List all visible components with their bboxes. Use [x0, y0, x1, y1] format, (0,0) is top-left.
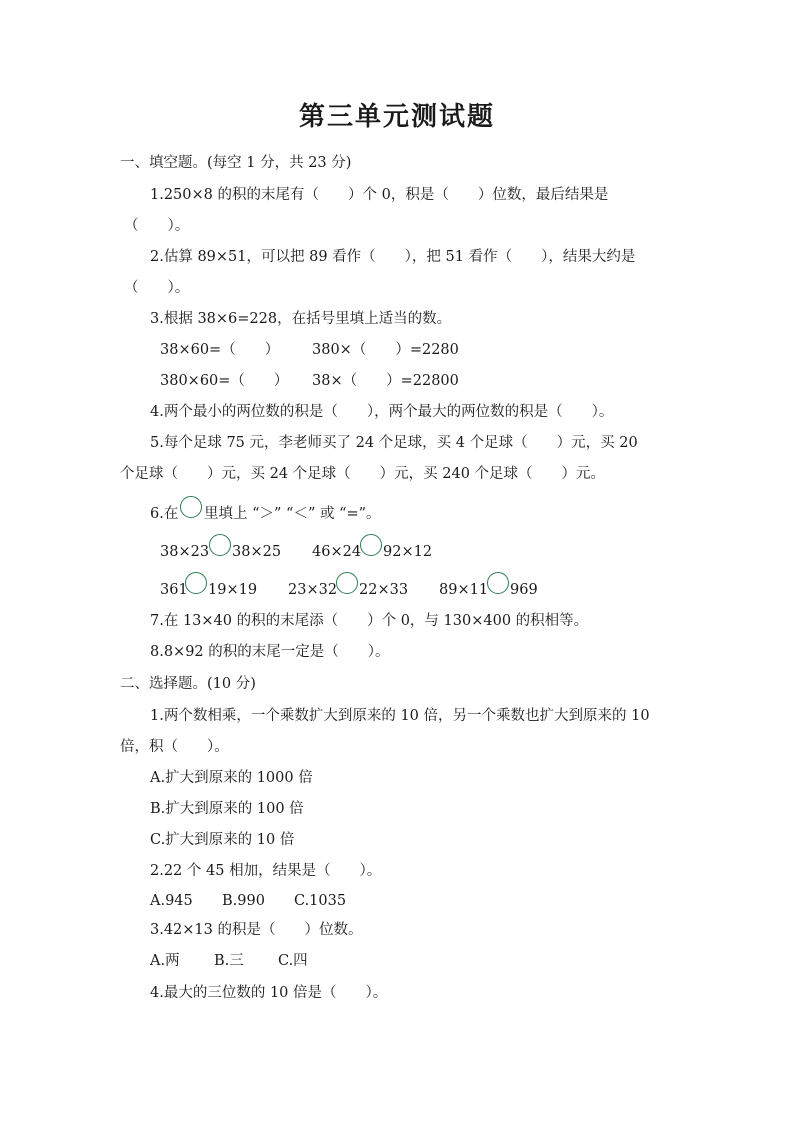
question-2-2: 2.22 个 45 相加，结果是（ ）。	[150, 863, 382, 879]
question-2-1-line-2: 倍，积（ ）。	[120, 739, 229, 755]
question-1-1-line-2: （ ）。	[124, 218, 190, 234]
option-2-2-c: C.1035	[294, 893, 347, 909]
compare-2-left: 46×24	[312, 544, 362, 560]
question-2-3: 3.42×13 的积是（ ）位数。	[150, 922, 363, 938]
page-title: 第三单元测试题	[298, 102, 495, 132]
compare-3-right: 19×19	[208, 582, 258, 598]
option-2-1-c: C.扩大到原来的 10 倍	[150, 832, 295, 848]
question-1-6-prefix: 6.在	[150, 506, 179, 522]
section-1-heading: 一、填空题。(每空 1 分，共 23 分)	[120, 155, 352, 171]
option-2-2-a: A.945	[150, 893, 193, 909]
compare-2-right: 92×12	[383, 544, 433, 560]
question-1-3: 3.根据 38×6=228，在括号里填上适当的数。	[150, 311, 452, 327]
compare-3-circle[interactable]	[185, 572, 207, 594]
question-1-8: 8.8×92 的积的末尾一定是（ ）。	[150, 644, 390, 660]
question-1-2-line-2: （ ）。	[124, 280, 190, 296]
question-2-4: 4.最大的三位数的 10 倍是（ ）。	[150, 985, 388, 1001]
question-1-3-c: 380×60=（ ）	[160, 373, 289, 389]
compare-5-circle[interactable]	[487, 572, 509, 594]
question-1-6-suffix: 里填上 “＞” “＜” 或 “=”。	[204, 506, 381, 522]
question-1-7: 7.在 13×40 的积的末尾添（ ）个 0，与 130×400 的积相等。	[150, 613, 589, 629]
compare-1-right: 38×25	[232, 544, 282, 560]
question-1-3-b: 380×（ ）=2280	[312, 342, 459, 358]
question-1-3-d: 38×（ ）=22800	[312, 373, 459, 389]
section-2-heading: 二、选择题。(10 分)	[120, 676, 256, 692]
question-1-3-a: 38×60=（ ）	[160, 342, 280, 358]
compare-circle-icon	[180, 496, 202, 518]
compare-3-left: 361	[160, 582, 188, 598]
question-1-2-line-1: 2.估算 89×51，可以把 89 看作（ ），把 51 看作（ ），结果大约是	[150, 249, 636, 265]
compare-2-circle[interactable]	[360, 534, 382, 556]
option-2-3-a: A.两	[150, 953, 180, 969]
question-1-5-line-1: 5.每个足球 75 元，李老师买了 24 个足球，买 4 个足球（ ）元，买 20	[150, 435, 638, 451]
compare-4-circle[interactable]	[336, 572, 358, 594]
option-2-3-b: B.三	[214, 953, 244, 969]
compare-1-left: 38×23	[160, 544, 210, 560]
question-1-4: 4.两个最小的两位数的积是（ ），两个最大的两位数的积是（ ）。	[150, 404, 614, 420]
question-2-1-line-1: 1.两个数相乘，一个乘数扩大到原来的 10 倍，另一个乘数也扩大到原来的 10	[150, 708, 650, 724]
option-2-1-a: A.扩大到原来的 1000 倍	[150, 770, 313, 786]
compare-5-left: 89×11	[439, 582, 489, 598]
compare-4-left: 23×32	[288, 582, 338, 598]
question-1-1-line-1: 1.250×8 的积的末尾有（ ）个 0，积是（ ）位数，最后结果是	[150, 187, 609, 203]
compare-4-right: 22×33	[359, 582, 409, 598]
compare-5-right: 969	[510, 582, 538, 598]
compare-1-circle[interactable]	[209, 534, 231, 556]
question-1-5-line-2: 个足球（ ）元，买 24 个足球（ ）元，买 240 个足球（ ）元。	[120, 466, 606, 482]
option-2-2-b: B.990	[222, 893, 265, 909]
option-2-3-c: C.四	[278, 953, 308, 969]
option-2-1-b: B.扩大到原来的 100 倍	[150, 801, 304, 817]
